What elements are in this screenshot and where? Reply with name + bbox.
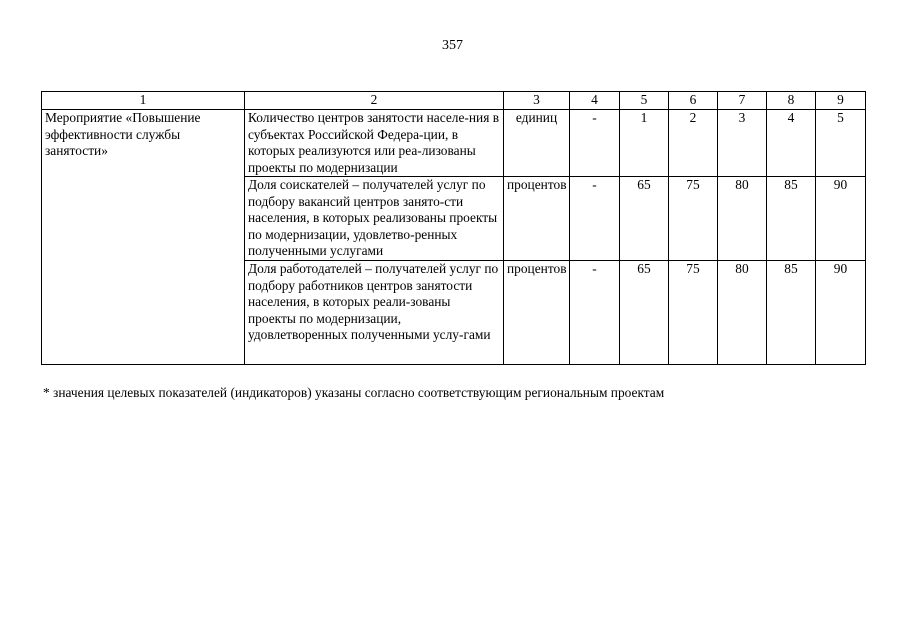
value-cell: - (570, 110, 620, 177)
event-cell: Мероприятие «Повышение эффективности службы занятости» (42, 110, 245, 365)
header-col-8: 8 (767, 92, 816, 110)
value-cell: 2 (669, 110, 718, 177)
indicators-table (41, 91, 866, 365)
header-col-5: 5 (620, 92, 669, 110)
value-cell: 85 (767, 177, 816, 261)
header-col-1: 1 (42, 92, 245, 110)
header-col-6: 6 (669, 92, 718, 110)
header-row (42, 92, 866, 110)
value-cell: 75 (669, 261, 718, 365)
indicator-cell: Количество центров занятости населе-ния в субъектах Российской Федера-ции, в которых реализуются или реа-лизованы проекты по модернизации (245, 110, 504, 177)
header-col-4: 4 (570, 92, 620, 110)
value-cell: - (570, 261, 620, 365)
unit-cell: процентов (504, 177, 570, 261)
unit-cell: единиц (504, 110, 570, 177)
indicator-cell: Доля работодателей – получателей услуг по подбору работников центров занятости населения, в которых реали-зованы проекты по модернизации, удовлетворенных полученными услу-гами (245, 261, 504, 365)
unit-cell: процентов (504, 261, 570, 365)
table-row (42, 110, 866, 177)
value-cell: 3 (718, 110, 767, 177)
page-number: 357 (442, 38, 463, 53)
value-cell: 75 (669, 177, 718, 261)
value-cell: - (570, 177, 620, 261)
header-col-2: 2 (245, 92, 504, 110)
value-cell: 80 (718, 177, 767, 261)
value-cell: 80 (718, 261, 767, 365)
value-cell: 5 (816, 110, 866, 177)
value-cell: 90 (816, 177, 866, 261)
value-cell: 85 (767, 261, 816, 365)
value-cell: 1 (620, 110, 669, 177)
value-cell: 65 (620, 261, 669, 365)
footnote: * значения целевых показателей (индикаторов) указаны согласно соответствующим региональным проектам (43, 385, 665, 400)
header-col-3: 3 (504, 92, 570, 110)
indicator-cell: Доля соискателей – получателей услуг по подбору вакансий центров занято-сти населения, в которых реализованы проекты по модернизации, удовлетво-ренных полученными услугами (245, 177, 504, 261)
value-cell: 65 (620, 177, 669, 261)
header-col-7: 7 (718, 92, 767, 110)
header-col-9: 9 (816, 92, 866, 110)
value-cell: 90 (816, 261, 866, 365)
value-cell: 4 (767, 110, 816, 177)
